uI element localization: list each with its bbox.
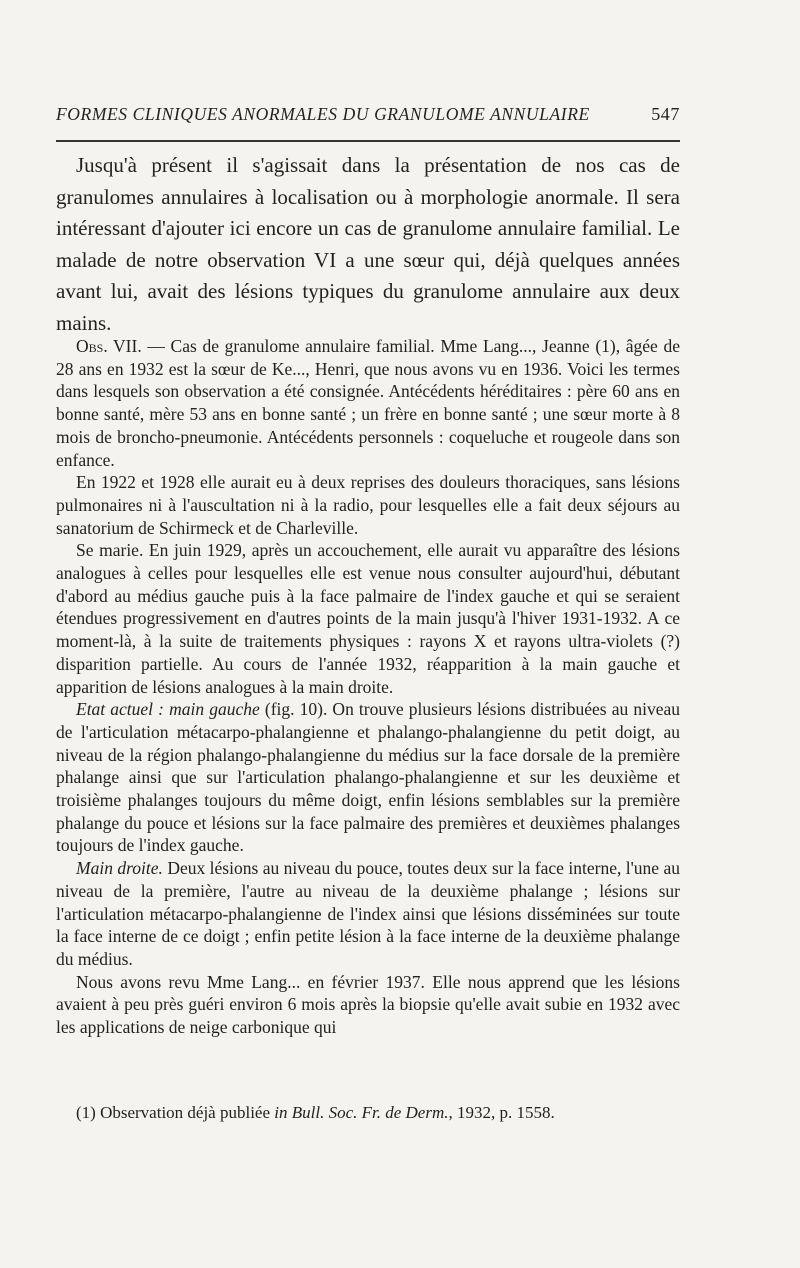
running-header (56, 104, 680, 125)
obs-p1-text: — Cas de granulome annulaire familial. Mme Lang..., Jeanne (1), âgée de 28 ans en 1932 est la sœur de Ke..., Henri, que nous avons vu en 1936. Voici les termes dans lesquels son observation a été consignée. Antécédents héréditaires : père 60 ans en bonne santé, mère 53 ans en bonne santé ; un frère en bonne santé ; une sœur morte à 8 mois de broncho-pneumonie. Antécédents personnels : coqueluche et rougeole dans son enfance. (56, 336, 680, 470)
observation-section (56, 335, 680, 1039)
footnote-text-before: (1) Observation déjà publiée (76, 1103, 275, 1122)
footnote-italic: in Bull. Soc. Fr. de Derm. (274, 1103, 449, 1122)
obs-label: Obs. VII. (76, 336, 142, 356)
header-rule (56, 140, 680, 142)
obs-paragraph-5 (56, 857, 680, 971)
obs-paragraph-2: En 1922 et 1928 elle aurait eu à deux reprises des douleurs thoraciques, sans lésions pulmonaires ni à l'auscultation ni à la radio, pour lesquelles elle a fait deux séjours au sanatorium de Schirmeck et de Charleville. (56, 472, 680, 538)
obs-p5-text: Deux lésions au niveau du pouce, toutes deux sur la face interne, l'une au niveau de la première, l'autre au niveau de la deuxième phalange ; lésions sur l'articulation métacarpo-phalangienne de l'index ainsi que lésions disséminées sur toute la face interne de ce doigt ; enfin petite lésion à la face interne de la deuxième phalange du médius. (56, 858, 680, 969)
obs-paragraph-1 (56, 335, 680, 471)
running-title: FORMES CLINIQUES ANORMALES DU GRANULOME ANNULAIRE (56, 104, 590, 124)
obs-p5-italic: Main droite. (76, 858, 163, 879)
obs-paragraph-3: Se marie. En juin 1929, après un accouchement, elle aurait vu apparaître des lésions analogues à celles pour lesquelles elle est venue nous consulter aujourd'hui, débutant d'abord au médius gauche puis à la face palmaire de l'index gauche et qui se seraient étendues progressivement en d'autres points de la main jusqu'à l'hiver 1931-1932. A ce moment-là, à la suite de traitements physiques : rayons X et rayons ultra-violets (?) disparition partielle. Au cours de l'année 1932, réapparition à la main gauche et apparition de lésions analogues à la main droite. (56, 540, 680, 697)
intro-paragraph: Jusqu'à présent il s'agissait dans la présentation de nos cas de granulomes annulaires à localisation ou à morphologie anormale. Il sera intéressant d'ajouter ici encore un cas de granulome annulaire familial. Le malade de notre observation VI a une sœur qui, déjà quelques années avant lui, avait des lésions typiques du granulome annulaire aux deux mains. (56, 153, 680, 335)
footnote-text-after: , 1932, p. 1558. (448, 1103, 555, 1122)
obs-paragraph-6: Nous avons revu Mme Lang... en février 1937. Elle nous apprend que les lésions avaient à peu près guéri environ 6 mois après la biopsie qu'elle avait subie en 1932 avec les applications de neige carbonique qui (56, 971, 680, 1038)
intro-section (56, 150, 680, 339)
page-number: 547 (651, 104, 680, 124)
obs-p4-italic: Etat actuel : main gauche (76, 699, 260, 720)
obs-paragraph-4 (56, 698, 680, 857)
obs-p4-text: (fig. 10). On trouve plusieurs lésions distribuées au niveau de l'articulation métacarpo-phalangienne et phalango-phalangienne du petit doigt, au niveau de la région phalango-phalangienne du médius sur la face dorsale de la première phalange ainsi que sur l'articulation phalango-phalangienne et sur les deuxième et troisième phalanges toujours du même doigt, enfin lésions semblables sur la première phalange du pouce et lésions sur la face palmaire des premières et deuxièmes phalanges toujours de l'index gauche. (56, 699, 680, 856)
footnote (76, 1103, 680, 1123)
